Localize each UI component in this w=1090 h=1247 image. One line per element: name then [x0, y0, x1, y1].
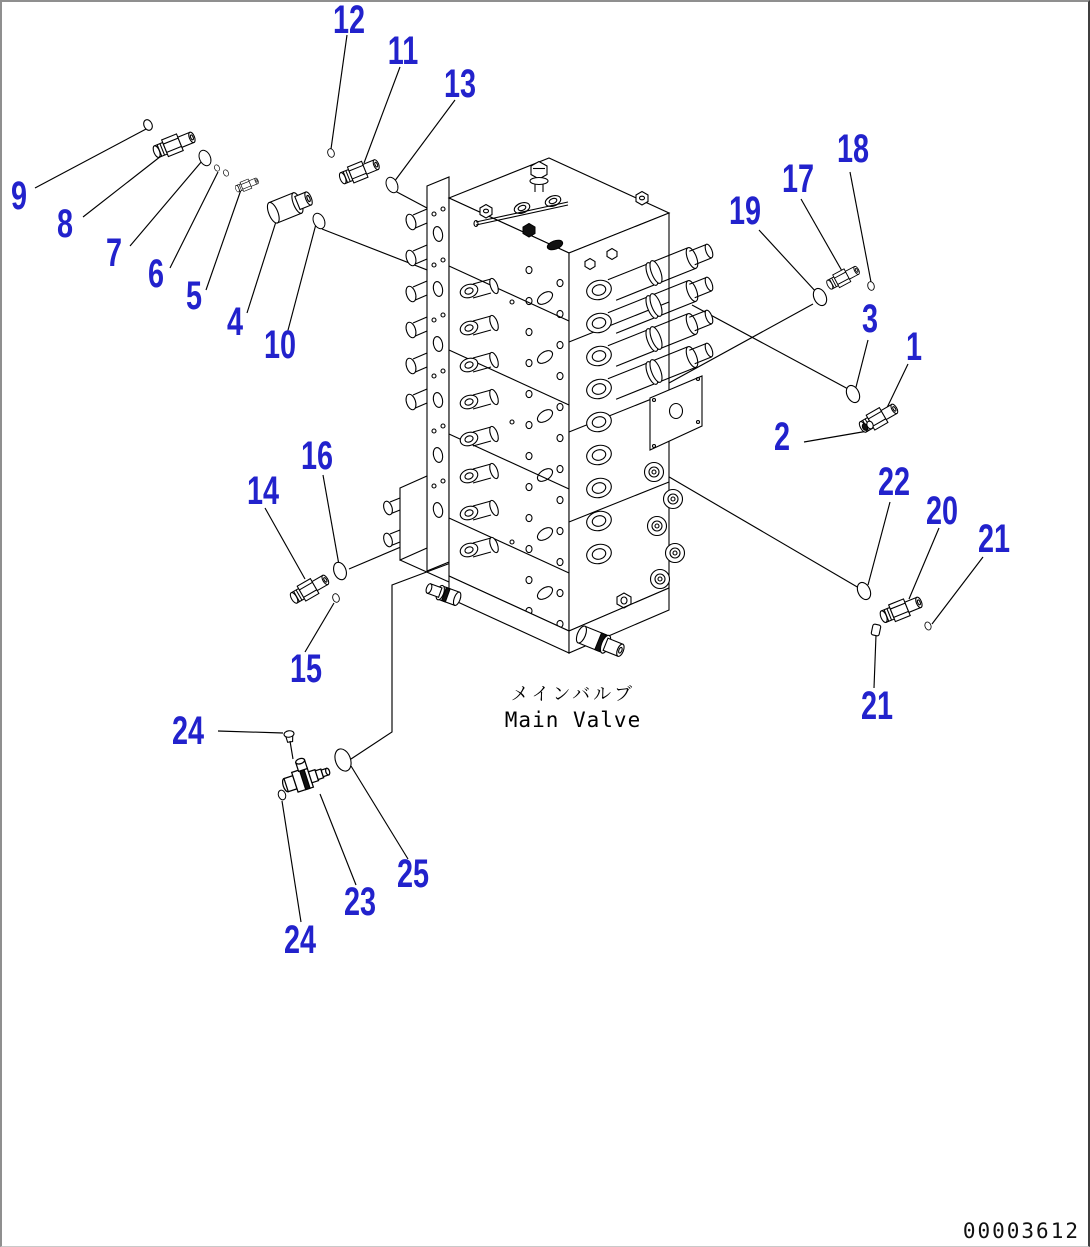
- part-14-fitting: [287, 571, 331, 606]
- callout-14[interactable]: 14: [246, 469, 280, 513]
- part-23-tee-fitting: [277, 751, 333, 796]
- callout-16[interactable]: 16: [300, 434, 334, 478]
- callout-21-bottom[interactable]: 21: [860, 684, 894, 728]
- part-3-oring: [844, 383, 862, 404]
- part-22-oring: [855, 580, 873, 601]
- callout-18[interactable]: 18: [836, 127, 870, 171]
- callout-17[interactable]: 17: [781, 157, 815, 201]
- part-13-oring: [384, 175, 401, 194]
- callout-20[interactable]: 20: [925, 489, 959, 533]
- callout-19[interactable]: 19: [728, 189, 762, 233]
- part-21-bottom-washer: [871, 624, 881, 636]
- callout-10[interactable]: 10: [263, 323, 297, 367]
- callout-22[interactable]: 22: [877, 460, 911, 504]
- part-8-fitting: [151, 128, 198, 161]
- part-12-oring: [326, 148, 335, 158]
- callout-6[interactable]: 6: [147, 252, 165, 296]
- callout-7[interactable]: 7: [105, 231, 123, 275]
- valve-caption-en: Main Valve: [504, 708, 642, 732]
- callout-21-right[interactable]: 21: [977, 517, 1011, 561]
- callout-9[interactable]: 9: [10, 174, 28, 218]
- right-spool-caps: [584, 278, 613, 567]
- left-spool-cylinders: [404, 209, 427, 411]
- diagram-artwork: [2, 2, 1090, 1247]
- part-11-fitting: [337, 156, 382, 187]
- part-21-right-ring: [924, 621, 932, 631]
- part-20-fitting: [878, 593, 925, 626]
- callout-5[interactable]: 5: [185, 274, 203, 318]
- callout-4[interactable]: 4: [226, 300, 244, 344]
- callout-25[interactable]: 25: [396, 852, 430, 896]
- part-5-plug: [234, 176, 260, 194]
- callout-8[interactable]: 8: [56, 202, 74, 246]
- callout-12[interactable]: 12: [332, 0, 366, 42]
- callout-2[interactable]: 2: [773, 415, 791, 459]
- callout-13[interactable]: 13: [443, 62, 477, 106]
- document-number: 00003612: [962, 1219, 1080, 1243]
- part-25-oring: [332, 747, 354, 774]
- callout-24-left[interactable]: 24: [171, 709, 205, 753]
- part-24-top-cap: [284, 730, 295, 742]
- part-18-oring: [867, 281, 875, 291]
- part-17-fitting: [824, 263, 861, 292]
- callout-24-bottom[interactable]: 24: [283, 918, 317, 962]
- callout-23[interactable]: 23: [343, 880, 377, 924]
- part-4-plug: [265, 187, 315, 224]
- part-15-oring: [331, 593, 340, 603]
- callout-11[interactable]: 11: [387, 29, 419, 73]
- callout-15[interactable]: 15: [289, 647, 323, 691]
- valve-caption-jp: メインバルブ: [510, 684, 636, 705]
- callout-1[interactable]: 1: [905, 325, 923, 369]
- main-valve-drawing: [382, 158, 714, 660]
- part-16-oring: [331, 560, 348, 581]
- part-1-fitting: [856, 400, 900, 435]
- callout-3[interactable]: 3: [861, 297, 879, 341]
- part-10-oring: [311, 211, 328, 230]
